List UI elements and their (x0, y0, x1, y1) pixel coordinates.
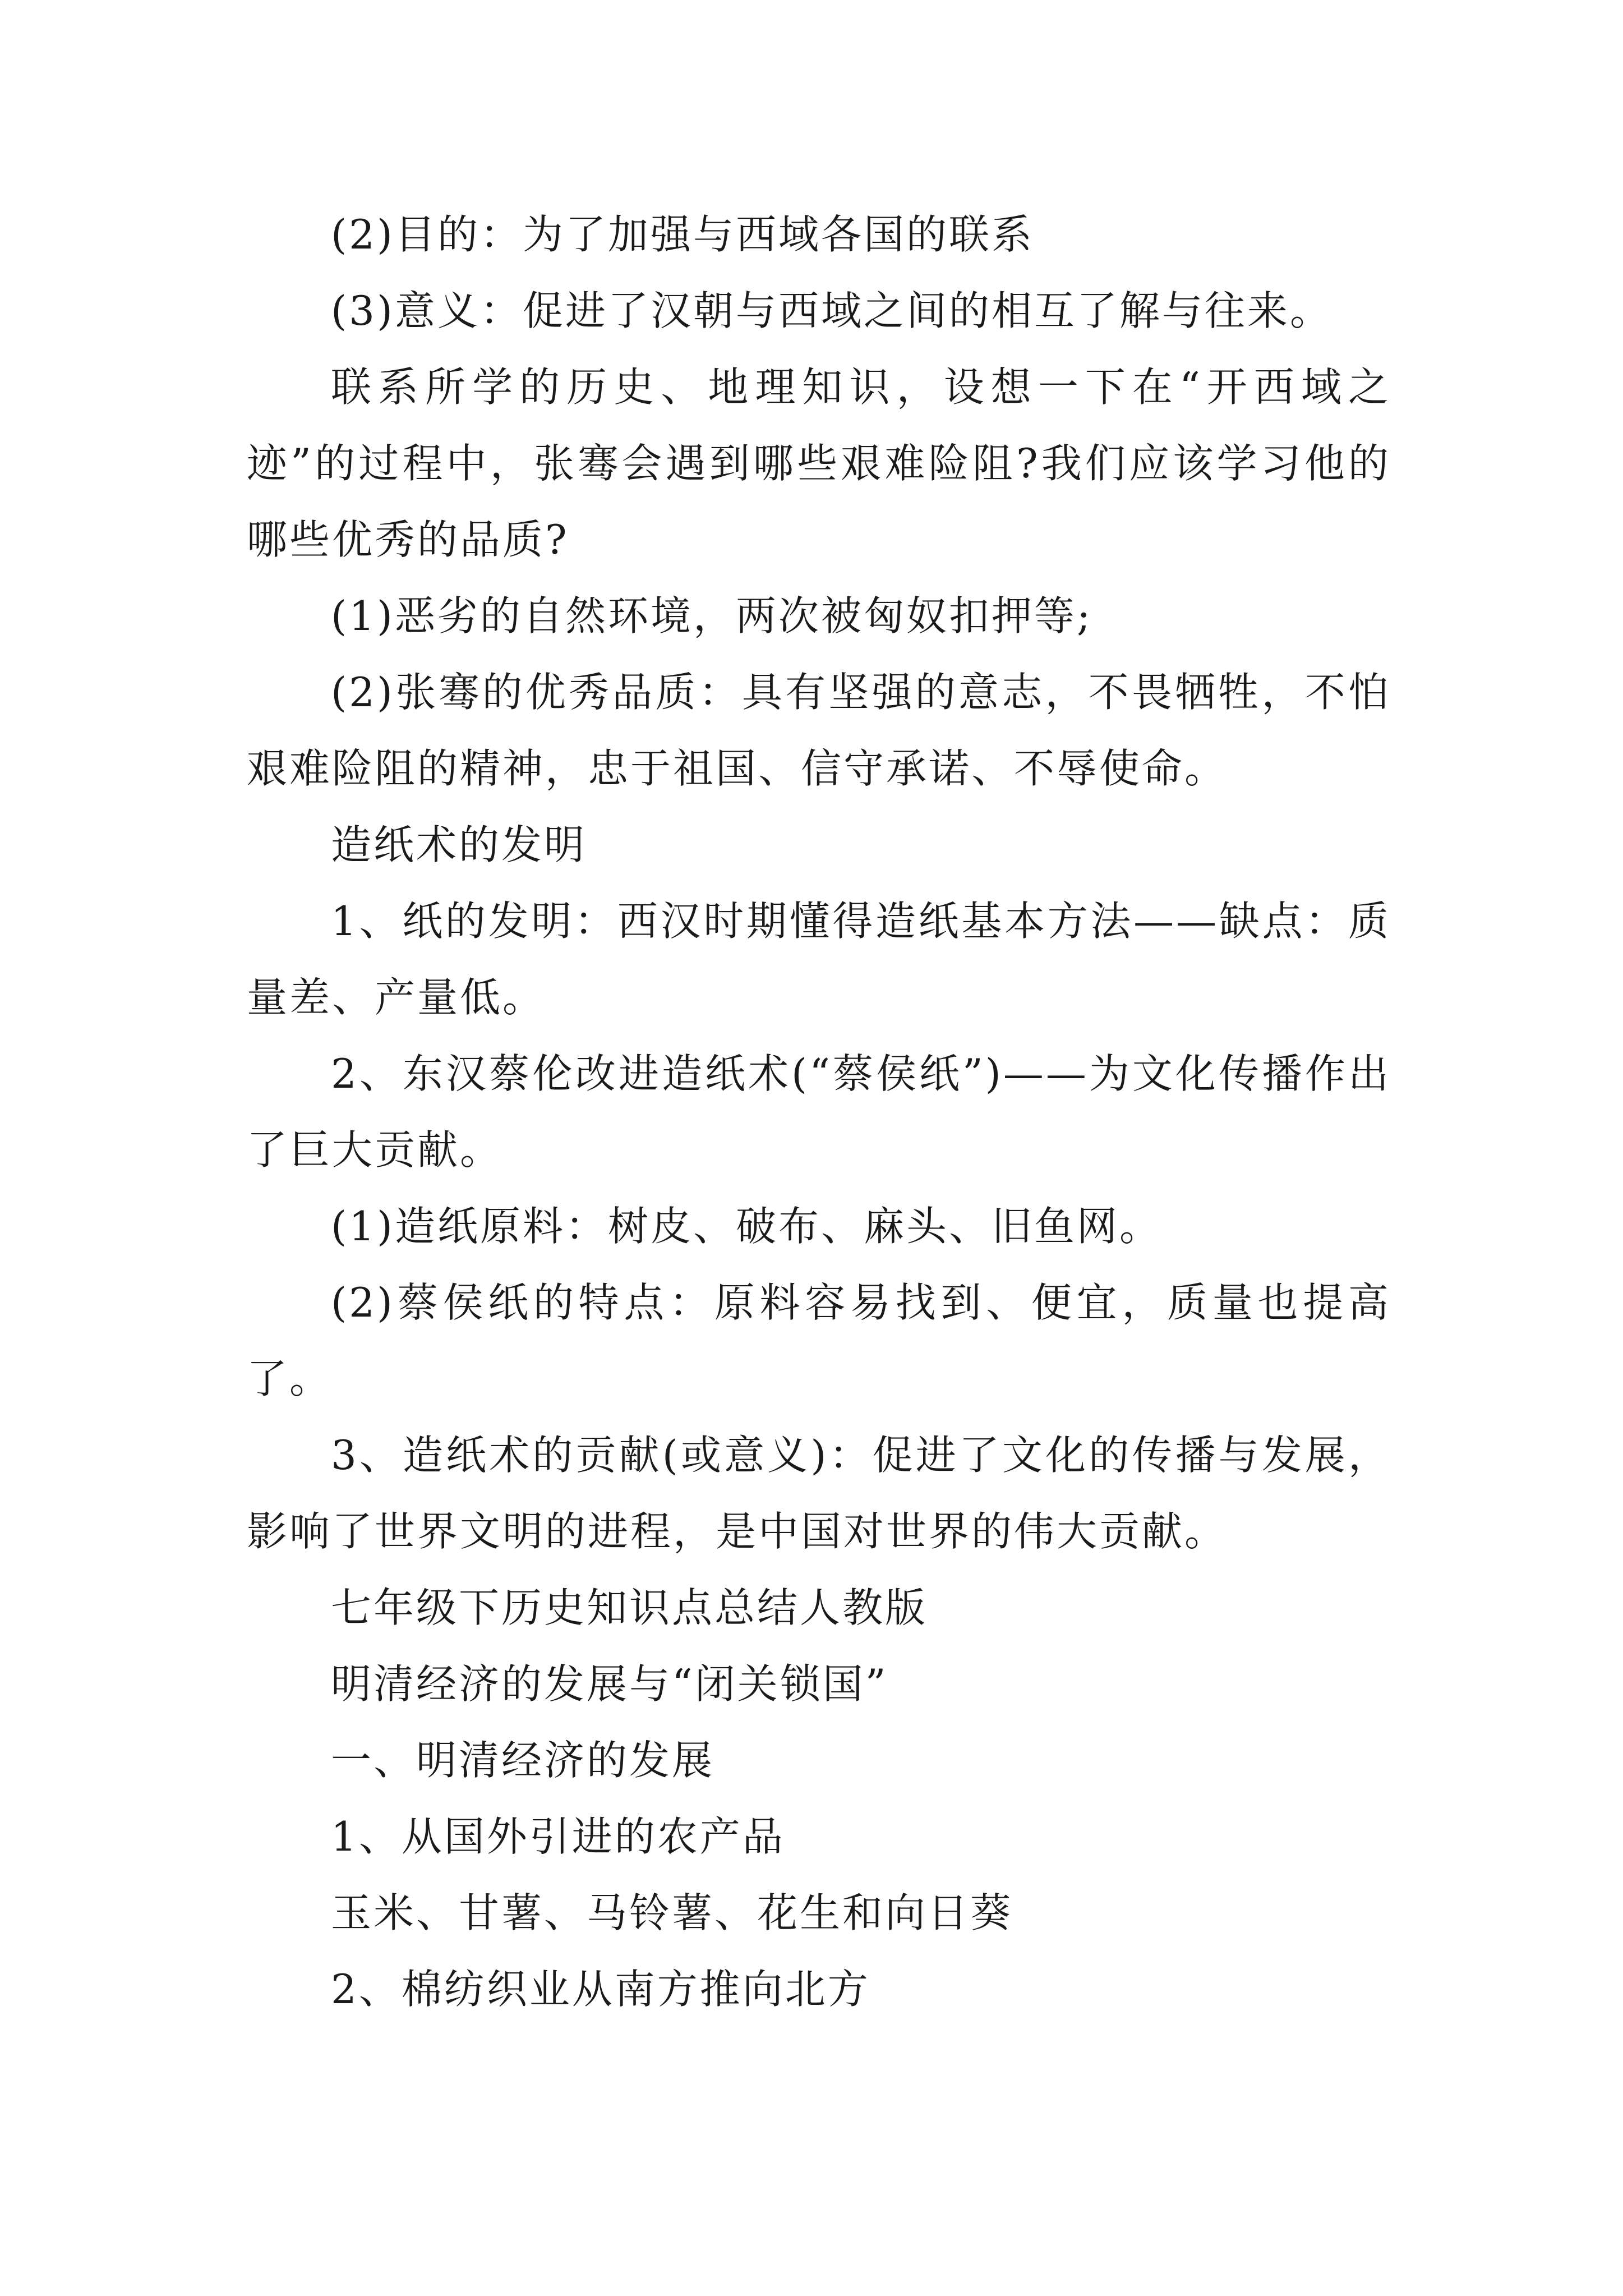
paragraph-question: 联系所学的历史、地理知识，设想一下在“开西域之迹”的过程中，张骞会遇到哪些艰难险阻?我们应该学习他的哪些优秀的品质? (247, 364, 1391, 563)
paragraph-purpose: (2)目的：为了加强与西域各国的联系 (331, 211, 1034, 258)
heading-summary-title: 七年级下历史知识点总结人教版 (331, 1584, 928, 1631)
paragraph-cai-lun: 2、东汉蔡伦改进造纸术(“蔡侯纸”)——为文化传播作出了巨大贡献。 (247, 1050, 1391, 1174)
paragraph-contribution: 3、造纸术的贡献(或意义)：促进了文化的传播与发展，影响了世界文明的进程，是中国对世界的伟大贡献。 (247, 1432, 1391, 1555)
heading-economic-development: 一、明清经济的发展 (331, 1737, 715, 1784)
paragraph-paper-invention: 1、纸的发明：西汉时期懂得造纸基本方法——缺点：质量差、产量低。 (247, 898, 1391, 1021)
paragraph-crop-list: 玉米、甘薯、马铃薯、花生和向日葵 (331, 1889, 1013, 1936)
paragraph-cotton-textile: 2、棉纺织业从南方推向北方 (331, 1966, 870, 2013)
document-body (247, 196, 1391, 2027)
paragraph-hardships: (1)恶劣的自然环境，两次被匈奴扣押等; (331, 592, 1093, 639)
paragraph-qualities: (2)张骞的优秀品质：具有坚强的意志，不畏牺牲，不怕艰难险阻的精神，忠于祖国、信守承诺、不辱使命。 (247, 669, 1391, 792)
paragraph-imported-crops: 1、从国外引进的农产品 (331, 1813, 785, 1860)
paragraph-significance: (3)意义：促进了汉朝与西域之间的相互了解与往来。 (331, 287, 1332, 334)
section-heading-papermaking: 造纸术的发明 (331, 821, 587, 868)
paragraph-materials: (1)造纸原料：树皮、破布、麻头、旧鱼网。 (331, 1203, 1162, 1250)
heading-ming-qing: 明清经济的发展与“闭关锁国” (331, 1660, 888, 1708)
paragraph-features: (2)蔡侯纸的特点：原料容易找到、便宜，质量也提高了。 (247, 1279, 1391, 1402)
